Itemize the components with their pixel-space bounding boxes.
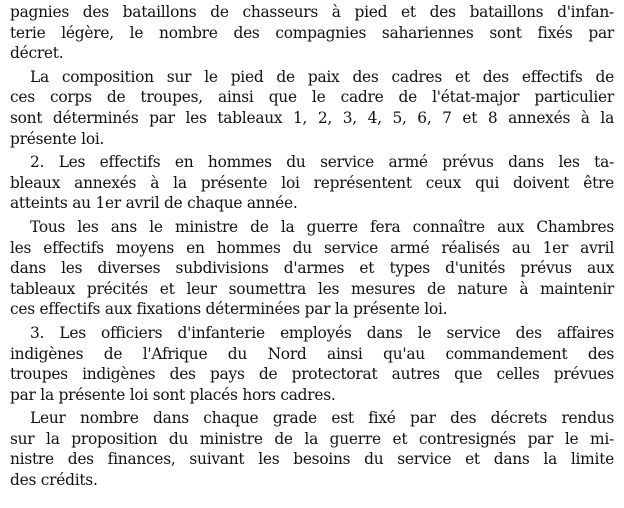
- text-line: 2. Les effectifs en hommes du service armé prévus dans les ta-: [30, 153, 614, 172]
- paragraph-decret: [10, 2, 614, 64]
- text-line: des crédits.: [10, 471, 98, 490]
- text-line: les effectifs moyens en hommes du service armé réalisés au 1er avril: [10, 238, 614, 257]
- text-line: bleaux annexés à la présente loi représentent ceux qui doivent être: [10, 173, 614, 192]
- text-line: dans les diverses subdivisions d'armes et types d'unités prévus aux: [10, 259, 614, 278]
- text-line: La composition sur le pied de paix des cadres et des effectifs de: [30, 67, 614, 86]
- text-line: par la présente loi sont placés hors cadres.: [10, 385, 336, 404]
- text-line: décret.: [10, 44, 64, 63]
- paragraph-nombre: [10, 408, 614, 490]
- text-line: ces corps de troupes, ainsi que le cadre de l'état-major particulier: [10, 88, 614, 107]
- text-line: présente loi.: [10, 129, 105, 148]
- text-line: atteints au 1er avril de chaque année.: [10, 194, 298, 213]
- text-line: terie légère, le nombre des compagnies sahariennes sont fixés par: [10, 23, 614, 42]
- text-line: sur la proposition du ministre de la guerre et contresignés par le mi-: [10, 429, 614, 448]
- paragraph-article-3: [10, 323, 614, 405]
- text-line: Tous les ans le ministre de la guerre fera connaître aux Chambres: [30, 217, 614, 236]
- paragraph-ministre: [10, 217, 614, 320]
- text-line: ces effectifs aux fixations déterminées par la présente loi.: [10, 300, 448, 319]
- text-line: indigènes de l'Afrique du Nord ainsi qu'au commandement des: [10, 344, 614, 363]
- text-line: sont déterminés par les tableaux 1, 2, 3, 4, 5, 6, 7 et 8 annexés à la: [10, 108, 614, 127]
- text-line: tableaux précités et leur soumettra les mesures de nature à maintenir: [10, 279, 614, 298]
- text-line: Leur nombre dans chaque grade est fixé par des décrets rendus: [30, 409, 614, 428]
- text-line: nistre des finances, suivant les besoins du service et dans la limite: [10, 450, 614, 469]
- paragraph-composition: [10, 67, 614, 149]
- text-line: troupes indigènes des pays de protectorat autres que celles prévues: [10, 365, 614, 384]
- text-line: 3. Les officiers d'infanterie employés dans le service des affaires: [30, 323, 614, 342]
- text-line: pagnies des bataillons de chasseurs à pied et des bataillons d'infan-: [10, 3, 614, 21]
- paragraph-article-2: [10, 152, 614, 214]
